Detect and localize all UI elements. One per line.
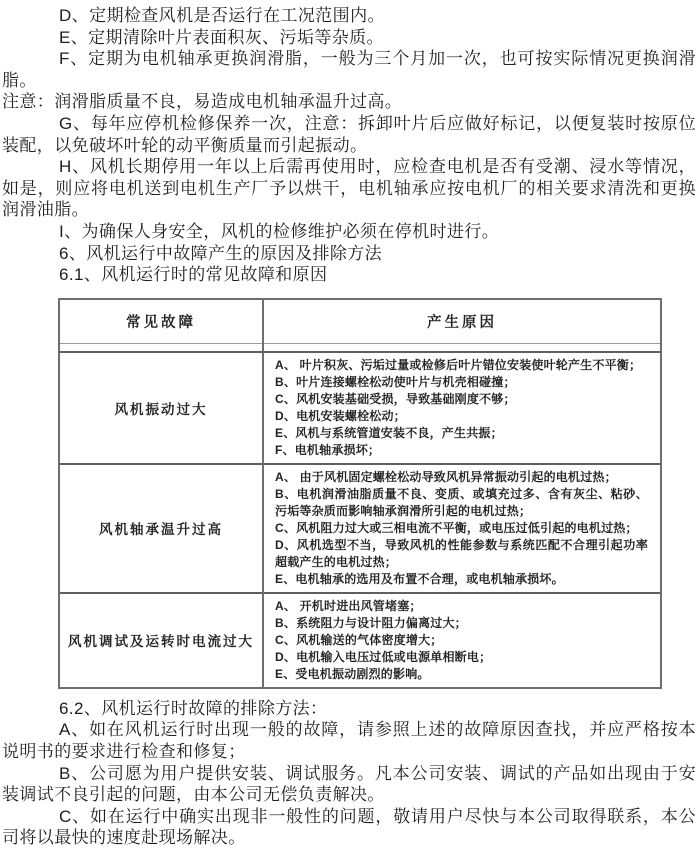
maintenance-item-e: E、定期清除叶片表面积灰、污垢等杂质。 <box>59 27 384 47</box>
remedy-item-b: B、公司愿为用户提供安装、调试服务。凡本公司安装、调试的产品如出现由于安装调试不良引起的问题，由本公司无偿负责解决。 <box>2 763 696 805</box>
fault-name: 风机轴承温升过高 <box>59 464 263 593</box>
cause-item: E、电机轴承的选用及布置不合理，或电机轴承损坏。 <box>275 571 564 586</box>
grease-quality-note: 注意：润滑脂质量不良，易造成电机轴承温升过高。 <box>2 92 403 112</box>
fault-name: 风机振动过大 <box>59 352 263 464</box>
maintenance-item-g: G、每年应停机检修保养一次，注意：拆卸叶片后应做好标记，以便复装时按原位装配，以免破坏叶轮的动平衡质量而引起振动。 <box>2 113 696 155</box>
header-divider-cell <box>59 344 263 352</box>
cause-column-header: 产生原因 <box>263 299 661 344</box>
cause-list <box>263 464 661 593</box>
cause-item: D、电机安装螺栓松动； <box>275 408 406 423</box>
maintenance-item-d: D、定期检查风机是否运行在工况范围内。 <box>59 6 385 25</box>
fault-name: 风机调试及运转时电流过大 <box>59 593 263 688</box>
table-row-current-overload <box>59 593 661 688</box>
maintenance-item-h: H、风机长期停用一年以上后需再使用时，应检查电机是否有受潮、浸水等情况，如是，则应将电机送到电机生产厂予以烘干，电机轴承应按电机厂的相关要求清洗和更换润滑油脂。 <box>2 157 696 220</box>
cause-item: B、系统阻力与设计阻力偏离过大； <box>275 615 467 630</box>
cause-item: D、风机选型不当，导致风机的性能参数与系统匹配不合理引起功率超载产生的电机过热； <box>275 537 648 569</box>
section-6-heading: 6、风机运行中故障产生的原因及排除方法 <box>59 243 383 263</box>
section-6-1-heading: 6.1、风机运行时的常见故障和原因 <box>59 265 328 285</box>
remedy-item-a: A、如在风机运行时出现一般的故障，请参照上述的故障原因查找，并应严格按本说明书的要求进行检查和修复； <box>2 720 696 761</box>
cause-item: D、电机输入电压过低或电源单相断电； <box>275 649 492 664</box>
fault-cause-table <box>58 298 662 689</box>
cause-item: B、叶片连接螺栓松动使叶片与机壳相碰撞； <box>275 374 516 389</box>
fault-column-header: 常见故障 <box>59 299 263 344</box>
cause-item: A、 开机时进出风管堵塞； <box>275 598 422 613</box>
table-header-row <box>59 299 661 344</box>
section-6-2-heading: 6.2、风机运行时故障的排除方法： <box>59 698 328 718</box>
cause-item: C、风机安装基础受损，导致基础刚度不够； <box>275 391 516 406</box>
maintenance-item-i: I、为确保人身安全，风机的检修维护必须在停机时进行。 <box>59 221 500 241</box>
table-row-vibration <box>59 352 661 464</box>
maintenance-item-f: F、定期为电机轴承更换润滑脂，一般为三个月加一次，也可按实际情况更换润滑脂。 <box>2 49 696 90</box>
cause-item: C、风机输送的气体密度增大； <box>275 632 443 647</box>
remedy-item-c: C、如在运行中确实出现非一般性的问题，敬请用户尽快与本公司取得联系，本公司将以最快的速度赴现场解决。 <box>2 806 696 848</box>
cause-item: B、电机润滑油脂质量不良、变质、或填充过多、含有灰尘、粘砂、污垢等杂质而影响轴承润滑所引起的电机过热； <box>275 486 648 518</box>
header-divider-spacer <box>59 344 661 352</box>
table-row-bearing-temp <box>59 464 661 593</box>
cause-list <box>263 352 661 464</box>
cause-item: E、受电机振动剧烈的影响。 <box>275 666 430 681</box>
cause-item: A、 叶片积灰、污垢过量或检修后叶片错位安装使叶轮产生不平衡； <box>275 357 642 372</box>
header-divider-cell <box>263 344 661 352</box>
cause-list <box>263 593 661 688</box>
cause-item: C、风机阻力过大或三相电流不平衡，或电压过低引起的电机过热； <box>275 520 638 535</box>
cause-item: F、电机轴承损坏； <box>275 442 381 457</box>
cause-item: E、风机与系统管道安装不良，产生共振； <box>275 425 503 440</box>
cause-item: A、 由于风机固定螺栓松动导致风机异常振动引起的电机过热； <box>275 469 617 484</box>
